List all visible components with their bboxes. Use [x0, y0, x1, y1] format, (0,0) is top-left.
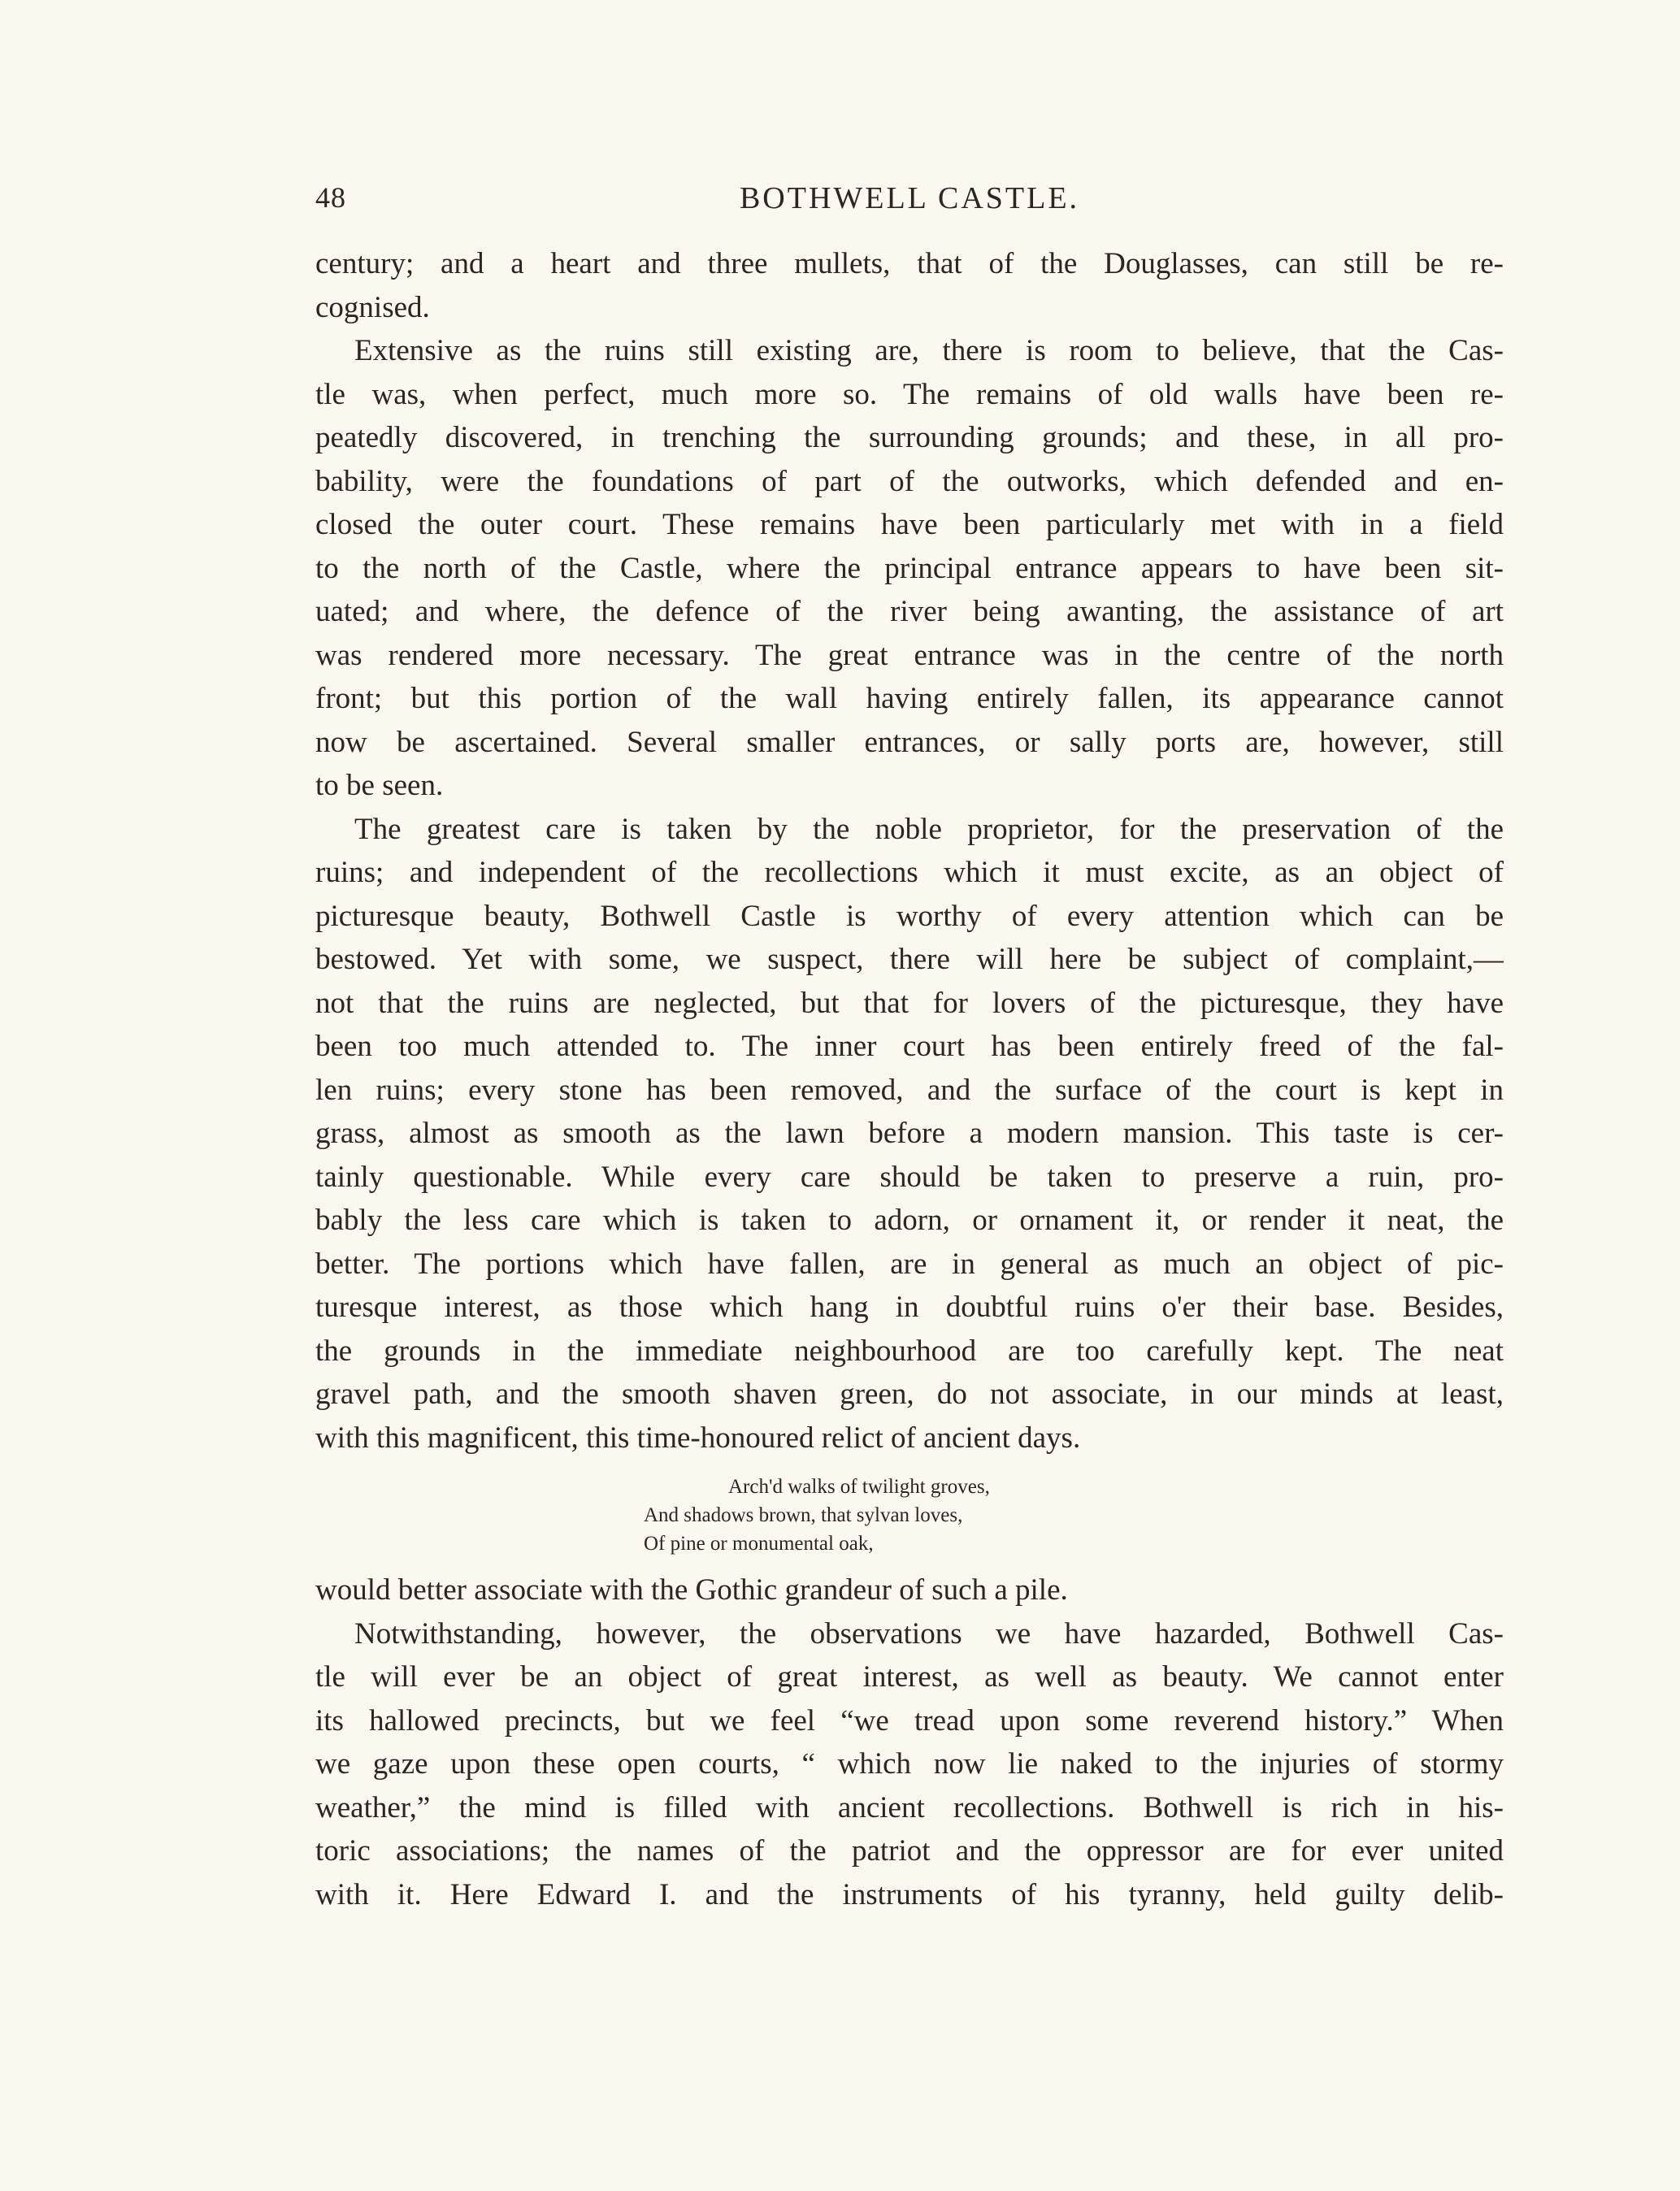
text-line: with it. Here Edward I. and the instruments of his tyranny, held guilty delib- — [315, 1877, 1504, 1911]
paragraph — [315, 242, 1504, 329]
text-line: toric associations; the names of the patriot and the oppressor are for ever united — [315, 1834, 1504, 1868]
body-text — [315, 242, 1504, 1916]
verse-line: Of pine or monumental oak, — [644, 1533, 874, 1555]
text-line: was rendered more necessary. The great entrance was in the centre of the north — [315, 638, 1504, 672]
text-line: not that the ruins are neglected, but that for lovers of the picturesque, they have — [315, 986, 1504, 1020]
text-line: bability, were the foundations of part of the outworks, which defended and en- — [315, 464, 1504, 498]
text-line: to be seen. — [315, 769, 444, 802]
text-line: weather,” the mind is filled with ancient recollections. Bothwell is rich in his- — [315, 1790, 1504, 1824]
text-line: tle was, when perfect, much more so. The remains of old walls have been re- — [315, 377, 1504, 411]
text-line: we gaze upon these open courts, “ which now lie naked to the injuries of stormy — [315, 1747, 1504, 1781]
text-line: turesque interest, as those which hang in doubtful ruins o'er their base. Besides, — [315, 1291, 1504, 1324]
verse-line: And shadows brown, that sylvan loves, — [644, 1504, 963, 1526]
text-line: closed the outer court. These remains have been particularly met with in a field — [315, 508, 1504, 541]
text-line: picturesque beauty, Bothwell Castle is worthy of every attention which can be — [315, 899, 1504, 933]
verse-quotation — [315, 1460, 1504, 1568]
text-line: tainly questionable. While every care should be taken to preserve a ruin, pro- — [315, 1160, 1504, 1194]
running-head: BOTHWELL CASTLE. — [739, 181, 1080, 215]
text-line: len ruins; every stone has been removed, and the surface of the court is kept in — [315, 1073, 1504, 1107]
verse-line: Arch'd walks of twilight groves, — [728, 1476, 990, 1498]
text-line: better. The portions which have fallen, are in general as much an object of pic- — [315, 1247, 1504, 1281]
text-line: with this magnificent, this time-honoured relict of ancient days. — [315, 1421, 1081, 1455]
text-line: bably the less care which is taken to adorn, or ornament it, or render it neat, the — [315, 1204, 1504, 1237]
text-line: the grounds in the immediate neighbourhood are too carefully kept. The neat — [315, 1334, 1504, 1368]
paragraph — [315, 329, 1504, 808]
text-line: cognised. — [315, 290, 430, 324]
paragraph — [315, 1612, 1504, 1917]
text-line: gravel path, and the smooth shaven green, do not associate, in our minds at least, — [315, 1378, 1504, 1411]
page-number: 48 — [315, 181, 346, 214]
text-line: been too much attended to. The inner court has been entirely freed of the fal- — [315, 1030, 1504, 1063]
text-line: peatedly discovered, in trenching the surrounding grounds; and these, in all pro- — [315, 421, 1504, 454]
text-line: uated; and where, the defence of the river being awanting, the assistance of art — [315, 595, 1504, 628]
text-line: Extensive as the ruins still existing are, there is room to believe, that the Cas- — [354, 334, 1504, 367]
text-line: bestowed. Yet with some, we suspect, there will here be subject of complaint,— — [315, 943, 1504, 976]
text-line: century; and a heart and three mullets, that of the Douglasses, can still be re- — [315, 247, 1504, 280]
page-header — [315, 180, 1504, 229]
text-line: ruins; and independent of the recollections which it must excite, as an object of — [315, 856, 1504, 889]
text-line: grass, almost as smooth as the lawn before a modern mansion. This taste is cer- — [315, 1117, 1504, 1150]
text-line: Notwithstanding, however, the observations we have hazarded, Bothwell Cas- — [354, 1616, 1504, 1651]
text-line: would better associate with the Gothic grandeur of such a pile. — [315, 1573, 1068, 1607]
text-line: now be ascertained. Several smaller entrances, or sally ports are, however, still — [315, 725, 1504, 759]
paragraph — [315, 808, 1504, 1460]
text-line: to the north of the Castle, where the principal entrance appears to have been sit- — [315, 551, 1504, 585]
text-line: tle will ever be an object of great interest, as well as beauty. We cannot enter — [315, 1660, 1504, 1694]
text-line: front; but this portion of the wall having entirely fallen, its appearance cannot — [315, 682, 1504, 715]
text-line: The greatest care is taken by the noble proprietor, for the preservation of the — [354, 812, 1504, 846]
paragraph — [315, 1568, 1504, 1612]
text-line: its hallowed precincts, but we feel “we tread upon some reverend history.” When — [315, 1703, 1504, 1738]
